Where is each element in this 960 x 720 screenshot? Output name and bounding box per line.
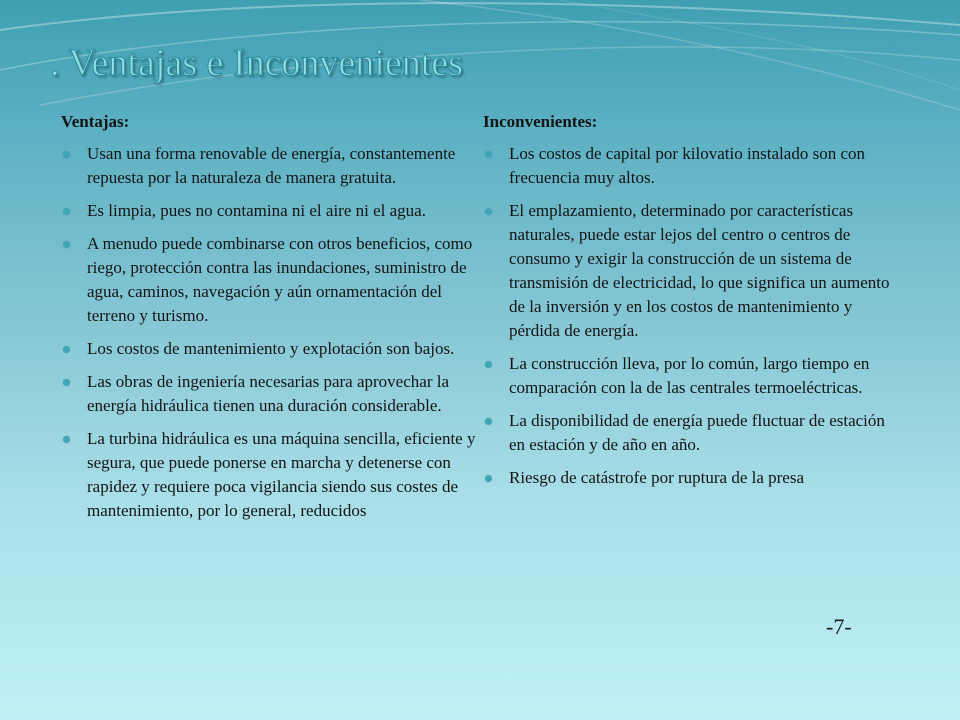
bullet-dot-icon: [485, 361, 492, 368]
list-item: [483, 352, 903, 400]
list-item: [61, 199, 479, 223]
list-item-text: El emplazamiento, determinado por características naturales, puede estar lejos del centro o centros de consumo y exigir la construcción de un sistema de transmisión de electricidad, lo que significa un aumento de la inversión y en los costos de mantenimiento y pérdida de energía.: [509, 201, 890, 340]
inconvenientes-list: [483, 142, 903, 490]
bullet-dot-icon: [63, 208, 70, 215]
bullet-dot-icon: [485, 208, 492, 215]
bullet-dot-icon: [63, 379, 70, 386]
list-item-text: A menudo puede combinarse con otros beneficios, como riego, protección contra las inundaciones, suministro de agua, caminos, navegación y aún ornamentación del terreno y turismo.: [87, 234, 473, 325]
page-number: -7-: [826, 614, 852, 639]
list-item-text: Usan una forma renovable de energía, constantemente repuesta por la naturaleza de manera gratuita.: [87, 144, 456, 187]
list-item: [483, 466, 903, 490]
list-item: [61, 427, 479, 523]
list-item-text: Las obras de ingeniería necesarias para aprovechar la energía hidráulica tienen una duración considerable.: [87, 372, 449, 415]
list-item: [61, 142, 479, 190]
list-item-text: La turbina hidráulica es una máquina sencilla, eficiente y segura, que puede ponerse en marcha y detenerse con rapidez y requiere poca vigilancia siendo sus costes de mantenimiento, por lo general, reducidos: [87, 429, 476, 520]
ventajas-column: [61, 110, 479, 532]
list-item: [61, 232, 479, 328]
bullet-dot-icon: [485, 475, 492, 482]
bullet-dot-icon: [63, 241, 70, 248]
list-item: [61, 337, 479, 361]
list-item: [483, 409, 903, 457]
list-item-text: La construcción lleva, por lo común, largo tiempo en comparación con la de las centrales termoeléctricas.: [509, 354, 870, 397]
bullet-dot-icon: [485, 418, 492, 425]
ventajas-list: [61, 142, 479, 523]
bullet-dot-icon: [63, 436, 70, 443]
bullet-dot-icon: [63, 151, 70, 158]
ventajas-heading: Ventajas:: [61, 112, 130, 131]
list-item: [61, 370, 479, 418]
list-item-text: Riesgo de catástrofe por ruptura de la presa: [509, 468, 805, 487]
slide-title: . Ventajas e Inconvenientes: [50, 42, 463, 84]
inconvenientes-heading: Inconvenientes:: [483, 112, 598, 131]
bullet-dot-icon: [63, 346, 70, 353]
list-item: [483, 142, 903, 190]
bullet-dot-icon: [485, 151, 492, 158]
list-item-text: Los costos de mantenimiento y explotación son bajos.: [87, 339, 455, 358]
list-item: [483, 199, 903, 343]
list-item-text: La disponibilidad de energía puede fluctuar de estación en estación y de año en año.: [509, 411, 885, 454]
list-item-text: Los costos de capital por kilovatio instalado son con frecuencia muy altos.: [509, 144, 865, 187]
list-item-text: Es limpia, pues no contamina ni el aire ni el agua.: [87, 201, 426, 220]
inconvenientes-column: [483, 110, 903, 499]
